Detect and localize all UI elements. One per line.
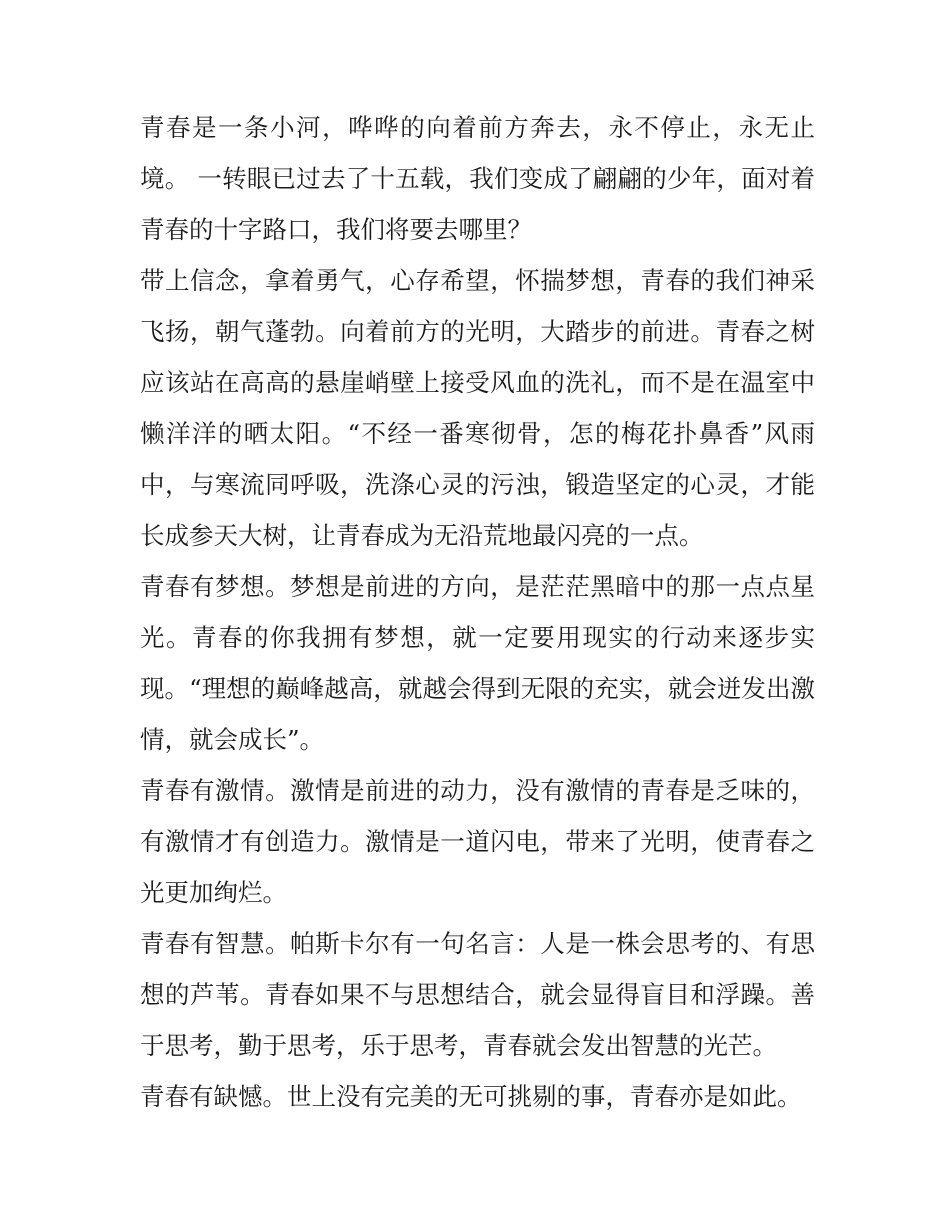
paragraph-3: 青春有梦想。梦想是前进的方向，是茫茫黑暗中的那一点点星光。青春的你我拥有梦想，就一定要用现实的行动来逐步实现。“理想的巅峰越高，就越会得到无限的充实，就会迸发出激情，就会成长”。 xyxy=(140,572,815,754)
paragraph-5: 青春有智慧。帕斯卡尔有一句名言：人是一株会思考的、有思想的芦苇。青春如果不与思想结合，就会显得盲目和浮躁。善于思考，勤于思考，乐于思考，青春就会发出智慧的光芒。 xyxy=(140,929,815,1060)
document-body xyxy=(140,102,815,1122)
paragraph-2: 带上信念，拿着勇气，心存希望，怀揣梦想，青春的我们神采飞扬，朝气蓬勃。向着前方的光明，大踏步的前进。青春之树应该站在高高的悬崖峭壁上接受风血的洗礼，而不是在温室中懒洋洋的晒太阳。“不经一番寒彻骨，怎的梅花扑鼻香”风雨中，与寒流同呼吸，洗涤心灵的污浊，锻造坚定的心灵，才能长成参天大树，让青春成为无沿荒地最闪亮的一点。 xyxy=(140,266,815,550)
paragraph-6: 青春有缺憾。世上没有完美的无可挑剔的事，青春亦是如此。 xyxy=(140,1082,802,1111)
paragraph-1: 青春是一条小河，哗哗的向着前方奔去，永不停止，永无止境。 一转眼已过去了十五载，我们变成了翩翩的少年，面对着青春的十字路口，我们将要去哪里？ xyxy=(140,113,815,244)
paragraph-4: 青春有激情。激情是前进的动力，没有激情的青春是乏味的，有激情才有创造力。激情是一道闪电，带来了光明，使青春之光更加绚烂。 xyxy=(140,776,815,907)
